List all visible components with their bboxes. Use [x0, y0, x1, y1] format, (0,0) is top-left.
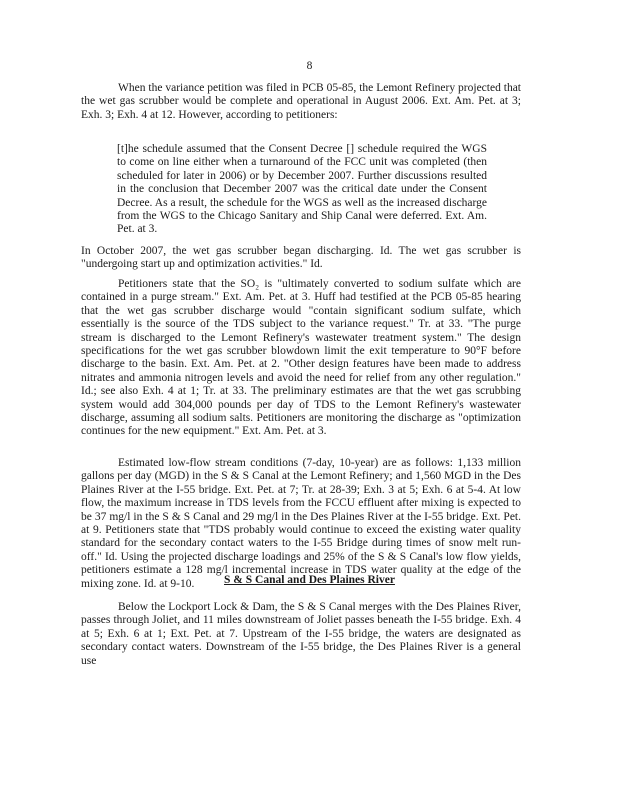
paragraph-variance-petition: When the variance petition was filed in PCB 05-85, the Lemont Refinery projected that the wet gas scrubber would be complete and operational in August 2006. Ext. Am. Pet. at 3; Exh. 3; Exh. 4 at 12. However, according to petitioners:: [81, 82, 521, 121]
paragraph-canal-description: Below the Lockport Lock & Dam, the S & S Canal merges with the Des Plaines River, passes through Joliet, and 11 miles downstream of Joliet passes beneath the I-55 bridge. Exh. 4 at 5; Exh. 6 at 1; Ext. Pet. at 7. Upstream of the I-55 bridge, the waters are designated as secondary contact waters. Downstream of the I-55 bridge, the Des Plaines River is a general use: [81, 601, 521, 667]
section-heading: S & S Canal and Des Plaines River: [224, 574, 395, 586]
block-quote-schedule: [t]he schedule assumed that the Consent Decree [] schedule required the WGS to come on line either when a turnaround of the FCC unit was completed (then scheduled for later in 2006) or by December 2007. Further discussions resulted in the conclusion that December 2007 was the critical date under the Consent Decree. As a result, the schedule for the WGS as well as the increased discharge from the WGS to the Chicago Sanitary and Ship Canal were deferred. Ext. Am. Pet. at 3.: [117, 143, 487, 236]
paragraph-low-flow-conditions: Estimated low-flow stream conditions (7-day, 10-year) are as follows: 1,133 million gallons per day (MGD) in the S & S Canal at the Lemont Refinery; and 1,560 MGD in the Des Plaines River at the I-55 bridge. Ext. Pet. at 7; Tr. at 28-39; Exh. 3 at 5; Exh. 6 at 5-4. At low flow, the maximum increase in TDS levels from the FCCU effluent after mixing is expected to be 37 mg/l in the S & S Canal and 29 mg/l in the Des Plaines River at the I-55 bridge. Ext. Pet. at 9. Petitioners state that "TDS probably would continue to exceed the existing water quality standard for the secondary contact waters to the I-55 Bridge during times of snow melt run-off." Id. Using the projected discharge loadings and 25% of the S & S Canal's low flow yields, petitioners estimate a 128 mg/l incremental increase in TDS water quality at the edge of the mixing zone. Id. at 9-10.: [81, 457, 521, 590]
paragraph-october-2007: In October 2007, the wet gas scrubber began discharging. Id. The wet gas scrubber is "undergoing start up and optimization activities." Id.: [81, 245, 521, 271]
page-number: 8: [306, 60, 313, 72]
paragraph-so2-conversion: Petitioners state that the SO₂ is "ultimately converted to sodium sulfate which are contained in a purge stream." Ext. Am. Pet. at 3. Huff had testified at the PCB 05-85 hearing that the wet gas scrubber discharge would "contain significant sodium sulfate, which essentially is the source of the TDS subject to the variance request." Tr. at 33. "The purge stream is discharged to the Lemont Refinery's wastewater treatment system." The design specifications for the wet gas scrubber blowdown limit the exit temperature to 90°F before discharge to the basin. Ext. Am. Pet. at 2. "Other design features have been made to address nitrates and ammonia nitrogen levels and avoid the need for relief from any other regulation." Id.; see also Exh. 4 at 1; Tr. at 33. The preliminary estimates are that the wet gas scrubbing system would add 304,000 pounds per day of TDS to the Lemont Refinery's wastewater discharge, assuming all sodium salts. Petitioners are monitoring the discharge as "optimization continues for the new equipment." Ext. Am. Pet. at 3.: [81, 278, 521, 438]
